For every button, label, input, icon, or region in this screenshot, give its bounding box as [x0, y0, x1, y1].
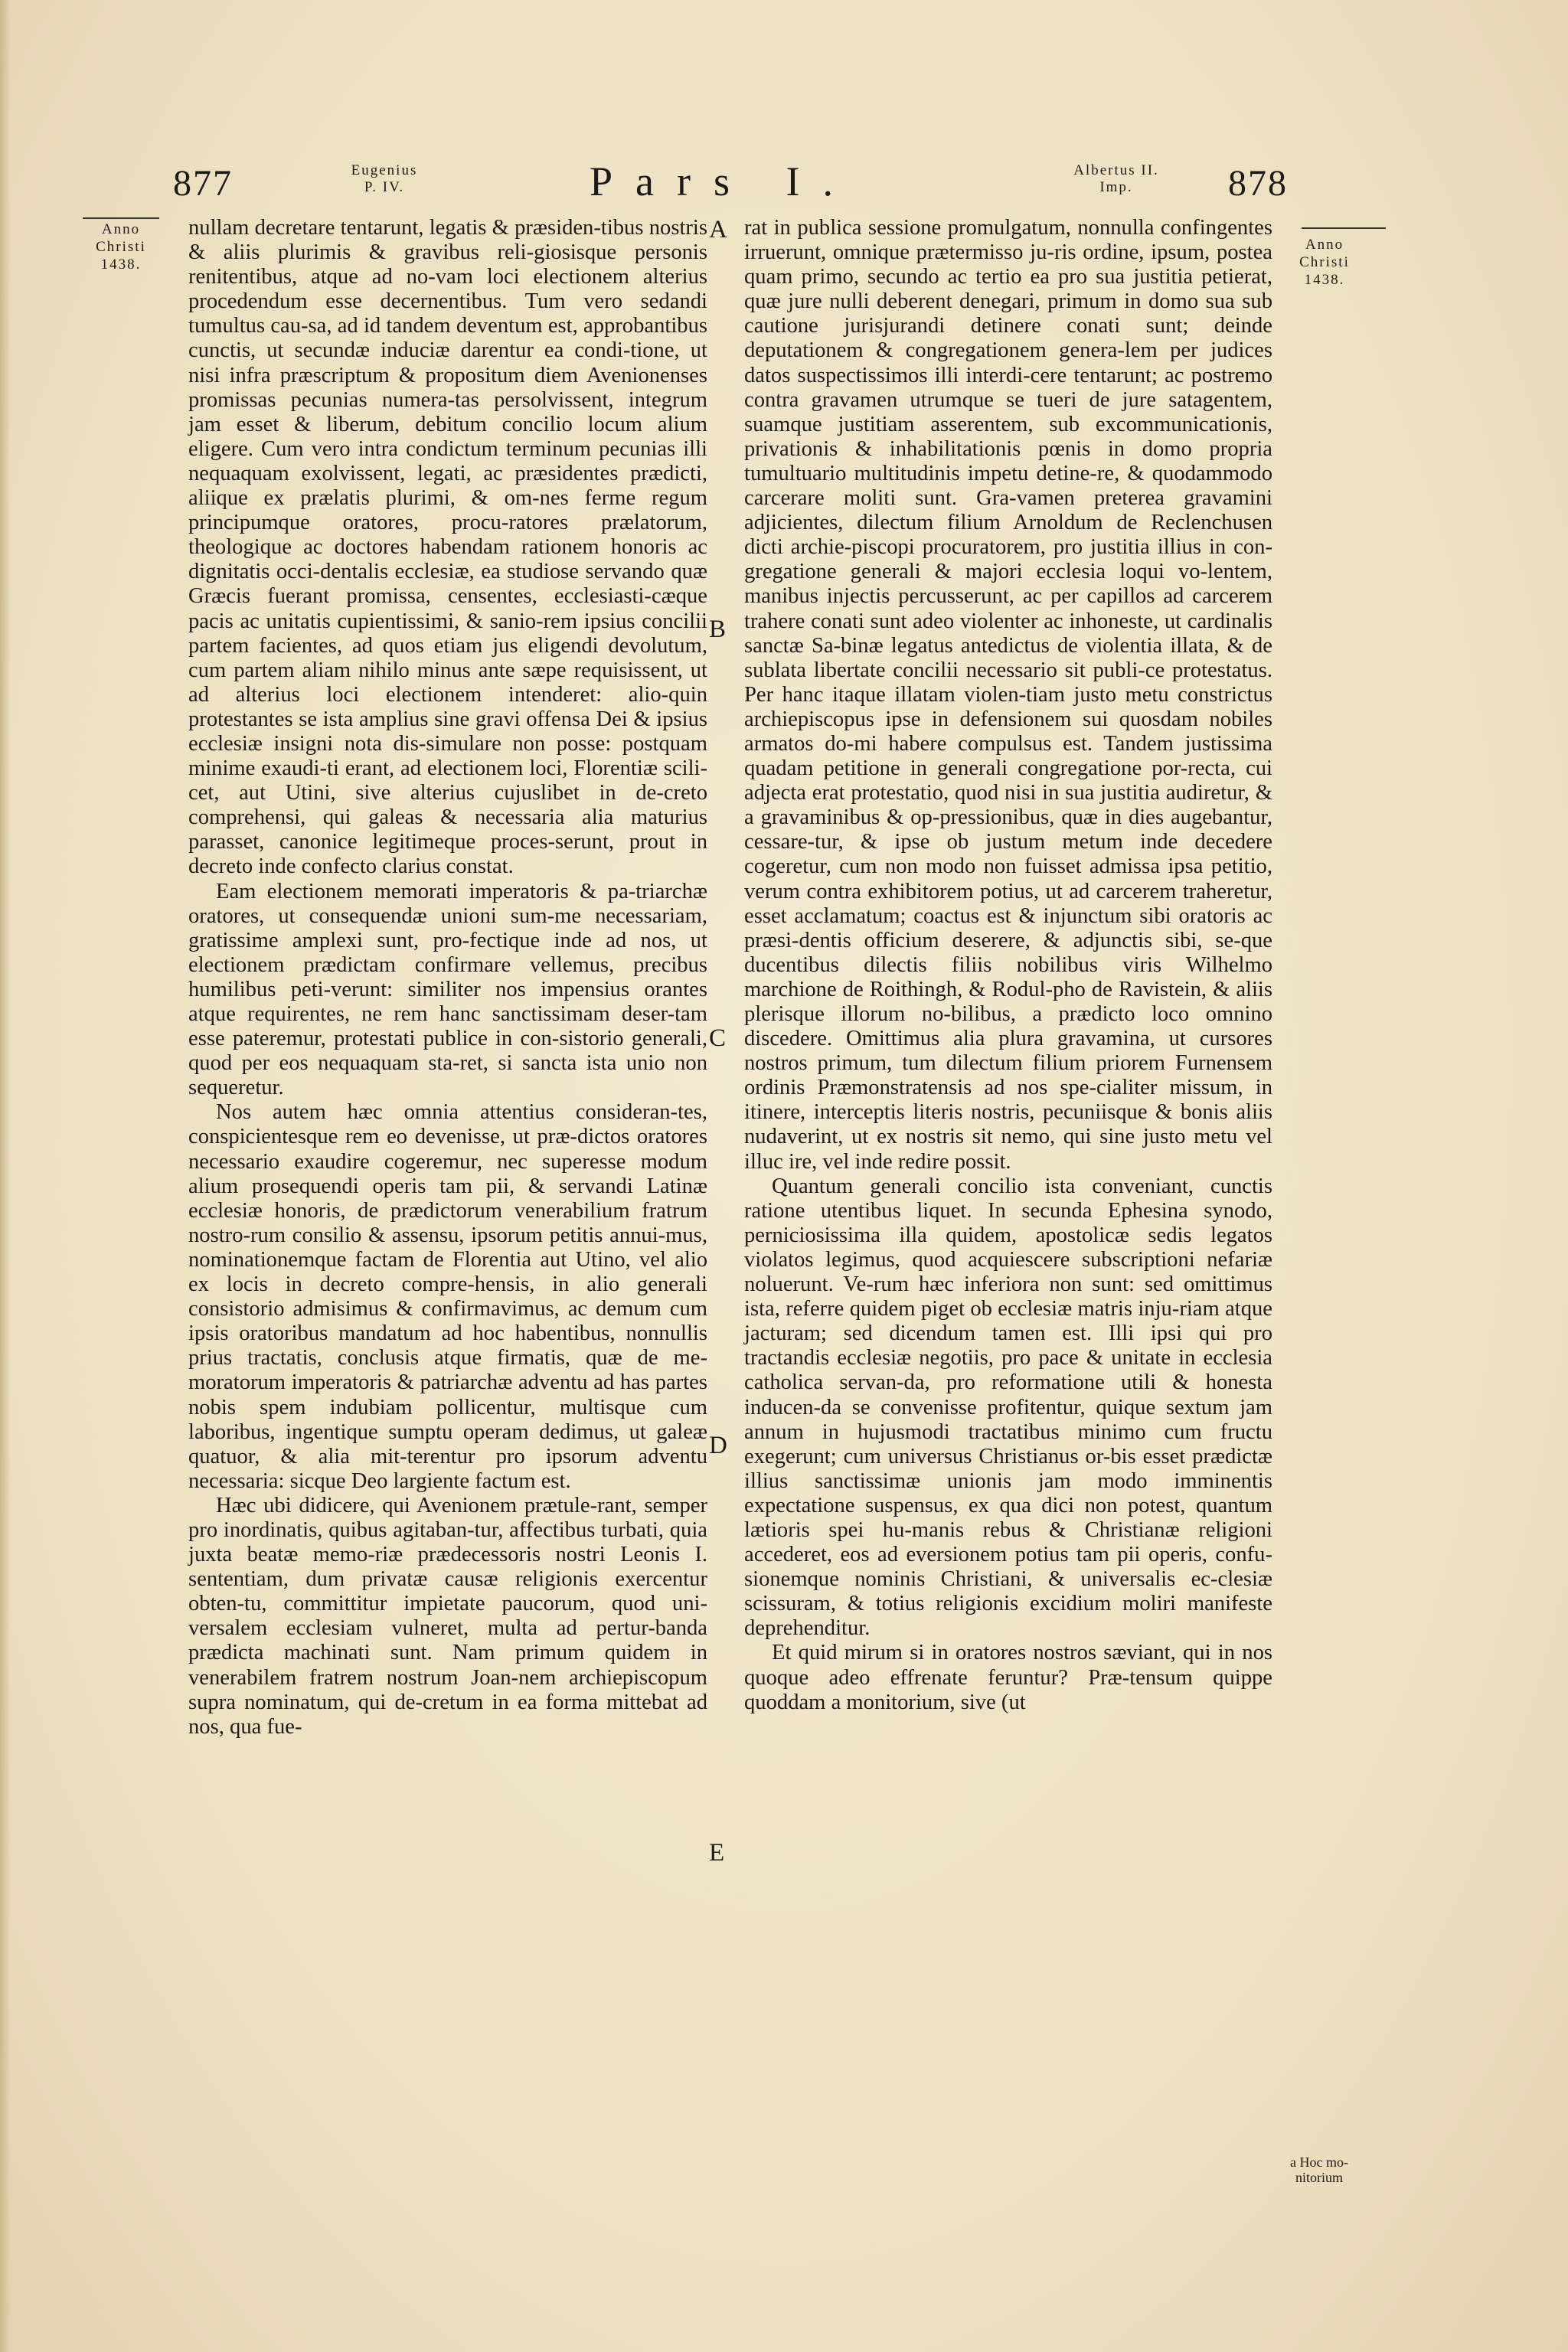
text-column-right	[744, 216, 1272, 1715]
paragraph: Eam electionem memorati imperatoris & pa-triarchæ oratores, ut consequendæ unioni sum-me necessariam, gratissime amplexi sunt, pro-fectique inde ad nos, ut electionem prædictam confirmare vellemus, precibus humilibus peti-verunt: similiter nos impensius orantes atque requirentes, ne rem hanc sanctissimam deser-tam esse pateremur, protestati publice in con-sistorio generali, quod per eos nequaquam sta-ret, si sancta ista unio non sequeretur.	[188, 879, 707, 1100]
margin-christi-left: Christi	[96, 239, 146, 255]
section-marker-b: B	[709, 616, 727, 643]
paragraph: nullam decretare tentarunt, legatis & præsiden-tibus nostris & aliis plurimis & gravibus reli-giosisque personis renitentibus, atque ad no-vam loci electionem alterius procedendum esse decernentibus. Tum vero sedandi tumultus cau-sa, ad id tandem deventum est, approbantibus cunctis, ut secundæ induciæ darentur ea condi-tione, ut nisi infra præscriptum & propositum diem Avenionenses promissas pecunias numera-tas persolvissent, integrum jam esset & liberum, debitum concilio locum alium eligere. Cum vero intra condictum terminum pecunias illi nequaquam exolvissent, legati, ac præsidentes prædicti, aliique ex prælatis plurimi, & om-nes ferme regum principumque oratores, procu-ratores prælatorum, theologique ac doctores habendam rationem honoris ac dignitatis occi-dentalis ecclesiæ, ea studiose servando quæ Græcis fuerant promissa, censentes, ecclesiasti-cæque pacis ac unitatis cupientissimi, & sanio-rem ipsius concilii partem facientes, ad quos etiam jus eligendi devolutum, cum partem aliam nihilo minus ante sæpe requisissent, ut ad alterius loci electionem intenderet: alio-quin protestantes se ista amplius sine gravi offensa Dei & ipsius ecclesiæ insigni nota dis-simulare non posse: postquam minime exaudi-ti erant, ad electionem loci, Florentiæ scili-cet, aut Utini, sive alterius cujuslibet in de-creto comprehensi, qui galeas & necessaria alia maturius parasset, canonice legitimeque proces-serunt, prout in decreto inde confecto clarius constat.	[188, 216, 707, 879]
running-head-right-title: Imp.	[1099, 179, 1133, 195]
paragraph: Et quid mirum si in oratores nostros sæviant, qui in nos quoque adeo effrenate feruntur? Præ-tensum quippe quoddam a monitorium, sive (ut	[744, 1641, 1272, 1714]
center-title: Pars I.	[590, 158, 856, 204]
section-marker-d: D	[709, 1432, 727, 1459]
margin-anno-left: Anno	[101, 221, 141, 237]
running-head-left-title: P. IV.	[364, 179, 405, 195]
margin-christi-right: Christi	[1299, 254, 1350, 270]
paragraph: Quantum generali concilio ista conveniant, cunctis ratione utentibus liquet. In secunda Ephesina synodo, perniciosissima illa quidem, apostolicæ sedis legatos violatos legimus, quod acquiescere subscriptioni nefariæ noluerunt. Ve-rum hæc inferiora non sunt: sed omittimus ista, referre quidem piget ob ecclesiæ matris inju-riam atque jacturam; sed dicendum tamen est. Illi ipsi qui pro tractandis ecclesiæ negotiis, pro pace & unitate in ecclesia catholica servan-da, pro reformatione utili & honesta inducen-da se convenisse profitentur, quique sextum jam annum in hujusmodi tractatibus minimo cum fructu exegerunt; cum universus Christianus or-bis esset prædictæ illius sanctissimæ unionis jam modo imminentis expectatione suspensus, ex qua dici non potest, quantum lætioris spei hu-manis rebus & Christianæ religioni accederet, eos ad eversionem potius tam pii operis, confu-sionemque nominis Christiani, & universalis ec-clesiæ scissuram, & totius religionis excidium moliri manifeste deprehenditur.	[744, 1174, 1272, 1641]
section-marker-c: C	[709, 1024, 727, 1052]
margin-year-value-left: 1438.	[100, 256, 142, 273]
running-head-left	[331, 162, 438, 196]
running-head-right-name: Albertus II.	[1073, 162, 1159, 178]
margin-rule-left	[83, 217, 159, 219]
margin-anno-right: Anno	[1305, 237, 1344, 253]
paragraph: Nos autem hæc omnia attentius consideran-tes, conspicientesque rem eo devenisse, ut præ-dictos oratores necessario exaudire cogeremur, nec superesse modum alium prosequendi operis tam pii, & servandi Latinæ ecclesiæ honoris, de prædictorum venerabilium fratrum nostro-rum consilio & assensu, ipsorum petitis annui-mus, nominationemque factam de Florentia aut Utino, vel alio ex locis in decreto compre-hensis, in alio generali consistorio admisimus & confirmavimus, ac demum cum ipsis oratoribus mandatum ad hoc habentibus, nonnullis prius tractatis, conclusis atque firmatis, quæ de me-moratorum imperatoris & patriarchæ adventu ad has partes nobis spem indubiam pollicentur, multisque cum laboribus, ingentique sumptu operam dedimus, ut galeæ quatuor, & alia mit-terentur pro ipsorum adventu necessaria: sicque Deo largiente factum est.	[188, 1100, 707, 1493]
text-column-left	[188, 216, 707, 1740]
running-head-left-name: Eugenius	[351, 162, 418, 178]
footnote-line-1: a Hoc mo-	[1290, 2154, 1348, 2170]
section-marker-e: E	[709, 1839, 725, 1867]
page-number-right: 878	[1228, 163, 1288, 204]
header-rule-right	[1302, 227, 1386, 229]
margin-year-left	[83, 217, 159, 273]
page-number-left: 877	[173, 163, 233, 204]
margin-year-value-right: 1438.	[1304, 272, 1345, 288]
margin-footnote	[1269, 2154, 1369, 2185]
paragraph: rat in publica sessione promulgatum, nonnulla confingentes irruerunt, omnique prætermisso ju-ris ordine, ipsum, postea quam primo, secundo ac tertio ea pro sua justitia petierat, quæ jure nulli deberent denegari, primum in domo sua sub cautione jurisjurandi detinere conati sunt; deinde deputationem & congregationem genera-lem per judices datos suspectissimos illi interdi-cere tentarunt; ac postremo contra gravamen utrumque se tueri de jure satagentem, suamque justitiam asserentem, sub excommunicationis, privationis & inhabilitationis pœnis in domo propria tumultuario multitudinis impetu detine-re, & quodammodo carcerare moliti sunt. Gra-vamen preterea gravamini adjicientes, dilectum filium Arnoldum de Reclenchusen dicti archie-piscopi procuratorem, pro justitia illius in con-gregatione generali & majori ecclesia loqui vo-lentem, manibus injectis percusserunt, ac per capillos ad carcerem trahere conati sunt adeo violenter ac inhoneste, ut cardinalis sanctæ Sa-binæ legatus antedictus de violentia illata, & de sublata libertate concilii necessario sit publi-ce protestatus. Per hanc itaque illatam violen-tiam justo metu constrictus archiepiscopus ipse in defensionem sui quosdam nobiles armatos do-mi habere compulsus est. Tandem justissima quadam petitione in generali congregatione por-recta, cui adjecta erat protestatio, quod nisi in sua justitia audiretur, & a gravaminibus & op-pressionibus, quæ in dies augebantur, cessare-tur, & ipse ob justum metum inde decedere cogeretur, cum non modo non fuisset admissa ipsa petitio, verum contra exhibitorem potius, ut ad carcerem traheretur, esset acclamatum; coactus est & injunctum sibi oratoris ac præsi-dentis officium deserere, & adjunctis sibi, se-que ducentibus dilectis filiis nobilibus viris Wilhelmo marchione de Roithingh, & Rodul-pho de Ravistein, & aliis plerisque illorum no-bilibus, a prædicto loco omnino discedere. Omittimus alia plura gravamina, ut cursores nostros primum, tum dilectum filium priorem Furnensem ordinis Præmonstratensis ad nos spe-cialiter missum, in itinere, interceptis literis nostris, pecuniisque & bonis aliis nudaverint, ut ex nostris sit nemo, qui sine justo metu vel illuc ire, vel inde redire possit.	[744, 216, 1272, 1174]
running-head-right	[1055, 162, 1178, 196]
margin-year-right	[1286, 236, 1363, 289]
footnote-line-2: nitorium	[1295, 2170, 1343, 2185]
paragraph: Hæc ubi didicere, qui Avenionem prætule-rant, semper pro inordinatis, quibus agitaban-tur, affectibus turbati, quia juxta beatæ memo-riæ prædecessoris nostri Leonis I. sententiam, dum privatæ causæ religionis exercentur obten-tu, committitur impietate paucorum, quod uni-versalem ecclesiam vulneret, multa ad pertur-banda prædicta machinati sunt. Nam primum quidem in venerabilem fratrem nostrum Joan-nem archiepiscopum supra nominatum, qui de-cretum in ea forma mittebat ad nos, qua fue-	[188, 1493, 707, 1739]
page-gutter-shadow	[0, 0, 11, 2352]
section-marker-a: A	[709, 216, 727, 243]
